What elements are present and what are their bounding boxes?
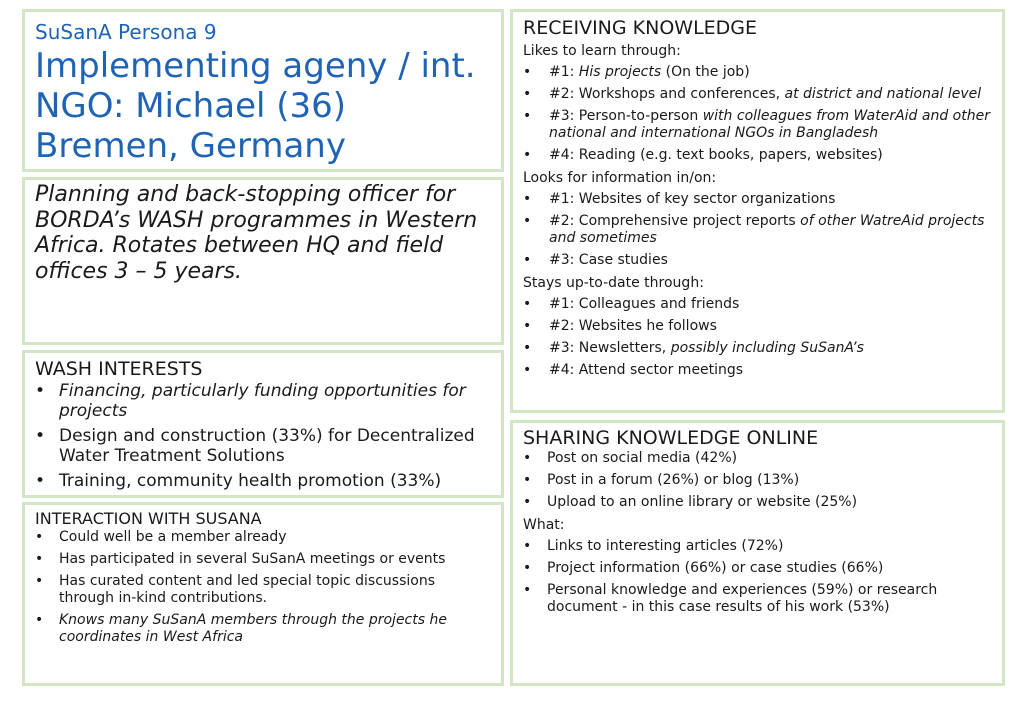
interaction-list [35, 529, 491, 646]
bullet-icon: • [523, 340, 532, 356]
bullet-icon: • [523, 362, 532, 378]
list-item-text: #3: Case studies [549, 252, 668, 268]
list-item-emphasis: possibly including SuSanA’s [670, 340, 864, 356]
bullet-icon: • [523, 318, 532, 334]
list-item [523, 108, 992, 142]
bullet-icon: • [35, 471, 46, 491]
list-item-emphasis: with colleagues from WaterAid and other national and international NGOs in Bangladesh [549, 108, 990, 141]
list-item-text: Has participated in several SuSanA meetings or events [59, 551, 446, 567]
list-item-text: Links to interesting articles (72%) [547, 538, 784, 554]
list-item [35, 551, 491, 568]
list-item [523, 296, 992, 313]
list-item [523, 64, 992, 81]
persona-description-card [22, 177, 504, 345]
bullet-icon: • [523, 494, 532, 510]
list-item-text: #1: Websites of key sector organizations [549, 191, 836, 207]
bullet-icon: • [523, 450, 532, 466]
list-item-text: (On the job) [661, 64, 750, 80]
stay-label: Stays up-to-date through: [523, 275, 704, 291]
persona-title-card [22, 9, 504, 172]
list-item [35, 381, 491, 421]
list-item-text: Financing, particularly funding opportunities for projects [59, 381, 466, 421]
list-item [35, 612, 491, 646]
learn-label: Likes to learn through: [523, 43, 681, 59]
bullet-icon: • [35, 551, 44, 567]
bullet-icon: • [523, 108, 532, 124]
list-item-text: #1: Colleagues and friends [549, 296, 740, 312]
list-item [523, 450, 992, 467]
list-item-text: Knows many SuSanA members through the projects he coordinates in West Africa [59, 612, 447, 645]
look-list [523, 191, 992, 269]
list-item [523, 472, 992, 489]
bullet-icon: • [523, 213, 532, 229]
list-item-text: Upload to an online library or website (25%) [547, 494, 858, 510]
receiving-knowledge-card [510, 9, 1005, 413]
bullet-icon: • [523, 296, 532, 312]
list-item [523, 340, 992, 357]
sharing-what-list [523, 538, 992, 616]
list-item-text: #4: Reading (e.g. text books, papers, websites) [549, 147, 883, 163]
list-item-text: #2: Workshops and conferences, [549, 86, 785, 102]
wash-interests-list [35, 381, 491, 491]
list-item-text: #2: Websites he follows [549, 318, 717, 334]
list-item-text: Project information (66%) or case studies (66%) [547, 560, 884, 576]
bullet-icon: • [523, 560, 532, 576]
interaction-heading: INTERACTION WITH SUSANA [35, 509, 262, 528]
list-item [523, 213, 992, 247]
receiving-heading: RECEIVING KNOWLEDGE [523, 17, 758, 39]
bullet-icon: • [523, 252, 532, 268]
list-item-text: #2: Comprehensive project reports [549, 213, 801, 229]
list-item-text: #3: Person-to-person [549, 108, 703, 124]
list-item [523, 560, 992, 577]
list-item [523, 86, 992, 103]
list-item-text: Has curated content and led special topic discussions through in-kind contributions. [59, 573, 436, 606]
bullet-icon: • [523, 538, 532, 554]
list-item-text: Could well be a member already [59, 529, 287, 545]
bullet-icon: • [35, 612, 44, 628]
list-item-text: #1: [549, 64, 579, 80]
bullet-icon: • [35, 573, 44, 589]
bullet-icon: • [523, 86, 532, 102]
list-item-text: Post in a forum (26%) or blog (13%) [547, 472, 800, 488]
sharing-channels-list [523, 450, 992, 511]
bullet-icon: • [35, 381, 46, 401]
list-item [35, 573, 491, 607]
persona-description: Planning and back-stopping officer for BORDA’s WASH programmes in Western Africa. Rotates between HQ and field offices 3 – 5 years. [35, 182, 478, 284]
list-item-emphasis: of other WatreAid projects and sometimes [549, 213, 985, 246]
persona-subtitle: SuSanA Persona 9 [35, 20, 217, 44]
list-item-text: #4: Attend sector meetings [549, 362, 744, 378]
list-item-text: #3: Newsletters, [549, 340, 671, 356]
bullet-icon: • [523, 472, 532, 488]
bullet-icon: • [523, 582, 532, 598]
list-item [35, 426, 491, 466]
list-item-emphasis: at district and national level [784, 86, 982, 102]
sharing-heading: SHARING KNOWLEDGE ONLINE [523, 427, 819, 449]
bullet-icon: • [523, 64, 532, 80]
list-item [523, 252, 992, 269]
list-item [523, 147, 992, 164]
interaction-card [22, 502, 504, 686]
list-item-text: Design and construction (33%) for Decentralized Water Treatment Solutions [59, 426, 475, 466]
persona-title: Implementing ageny / int. NGO: Michael (36) Bremen, Germany [35, 46, 476, 166]
list-item [523, 582, 992, 616]
list-item-text: Post on social media (42%) [547, 450, 738, 466]
list-item [523, 538, 992, 555]
stay-list [523, 296, 992, 379]
bullet-icon: • [523, 147, 532, 163]
list-item [35, 471, 491, 491]
list-item-text: Personal knowledge and experiences (59%) or research document - in this case results of his work (53%) [547, 582, 938, 615]
what-label: What: [523, 517, 565, 533]
bullet-icon: • [523, 191, 532, 207]
list-item [35, 529, 491, 546]
sharing-knowledge-card [510, 420, 1005, 686]
look-label: Looks for information in/on: [523, 170, 717, 186]
list-item [523, 362, 992, 379]
learn-list [523, 64, 992, 164]
list-item [523, 191, 992, 208]
list-item [523, 318, 992, 335]
wash-interests-heading: WASH INTERESTS [35, 358, 203, 380]
list-item-emphasis: His projects [578, 64, 662, 80]
bullet-icon: • [35, 529, 44, 545]
list-item [523, 494, 992, 511]
bullet-icon: • [35, 426, 46, 446]
wash-interests-card [22, 350, 504, 498]
list-item-text: Training, community health promotion (33%) [59, 471, 442, 491]
